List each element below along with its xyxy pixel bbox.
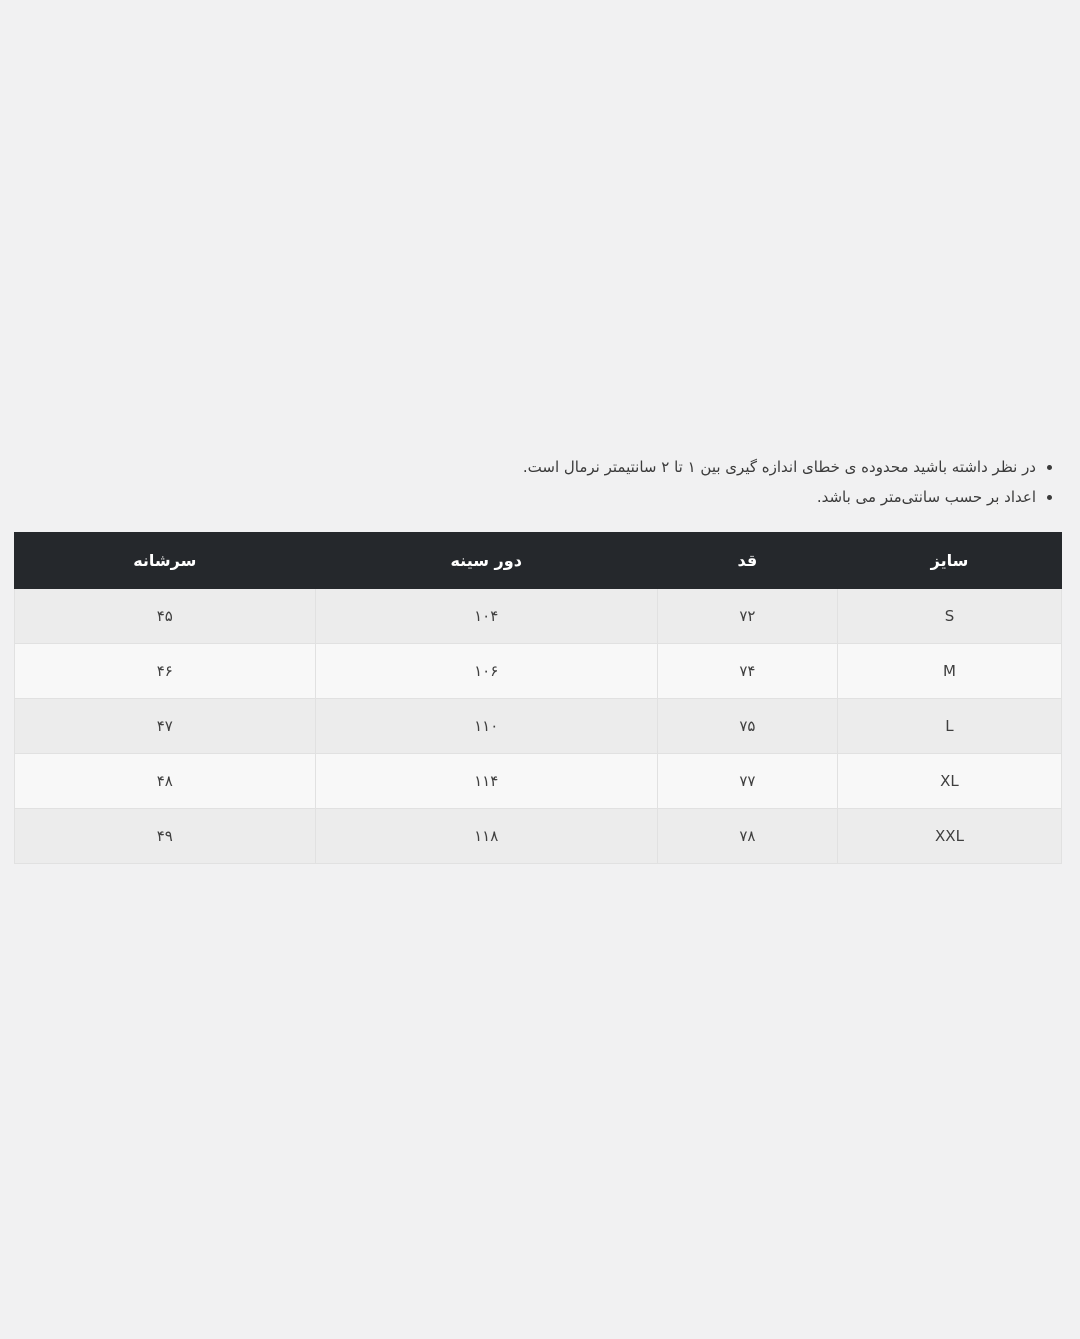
cell-chest: ۱۰۴: [315, 589, 657, 644]
header-size: سایز: [837, 533, 1061, 589]
cell-shoulder: ۴۵: [15, 589, 316, 644]
table-row-xxl: [15, 809, 1062, 864]
table-row-s: [15, 589, 1062, 644]
header-chest: دور سینه: [315, 533, 657, 589]
cell-size: XXL: [837, 809, 1061, 864]
header-height: قد: [657, 533, 837, 589]
cell-height: ۷۸: [657, 809, 837, 864]
cell-chest: ۱۱۸: [315, 809, 657, 864]
size-chart-table: [14, 532, 1062, 864]
cell-size: XL: [837, 754, 1061, 809]
cell-size: S: [837, 589, 1061, 644]
table-row-xl: [15, 754, 1062, 809]
table-header-row: [15, 533, 1062, 589]
cell-height: ۷۷: [657, 754, 837, 809]
cell-shoulder: ۴۶: [15, 644, 316, 699]
table-row-l: [15, 699, 1062, 754]
note-unit-centimeter: • اعداد بر حسب سانتی‌متر می باشد.: [14, 482, 1036, 512]
cell-height: ۷۵: [657, 699, 837, 754]
cell-chest: ۱۱۰: [315, 699, 657, 754]
cell-size: M: [837, 644, 1061, 699]
cell-chest: ۱۰۶: [315, 644, 657, 699]
notes-list: [14, 452, 1062, 512]
cell-shoulder: ۴۸: [15, 754, 316, 809]
note-measurement-tolerance: • در نظر داشته باشید محدوده ی خطای اندازه گیری بین ۱ تا ۲ سانتیمتر نرمال است.: [14, 452, 1036, 482]
cell-shoulder: ۴۹: [15, 809, 316, 864]
cell-shoulder: ۴۷: [15, 699, 316, 754]
header-shoulder: سرشانه: [15, 533, 316, 589]
cell-height: ۷۲: [657, 589, 837, 644]
cell-height: ۷۴: [657, 644, 837, 699]
cell-size: L: [837, 699, 1061, 754]
cell-chest: ۱۱۴: [315, 754, 657, 809]
table-row-m: [15, 644, 1062, 699]
